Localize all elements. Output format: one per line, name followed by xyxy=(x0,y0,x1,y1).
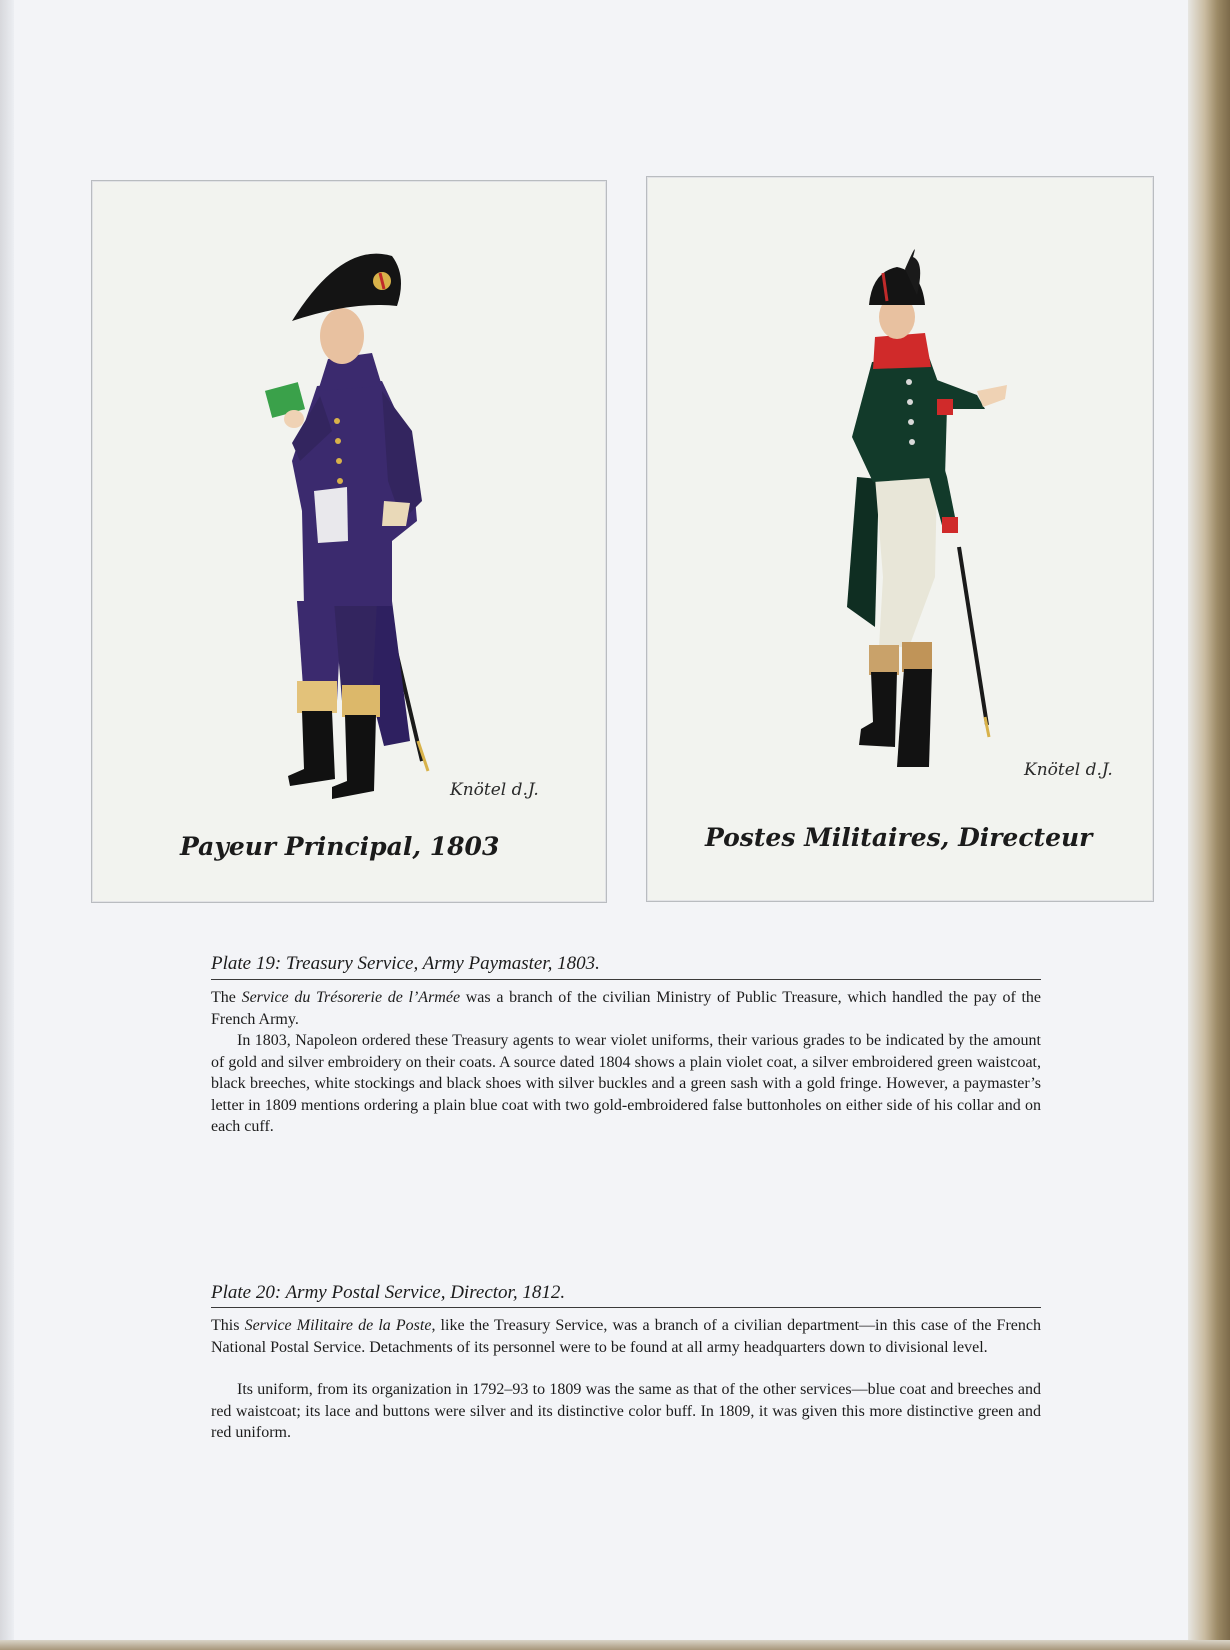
plate-20-paragraph-1: This Service Militaire de la Poste, like the Treasury Service, was a branch of a civilian department—in this case of the French National Postal Service. Detachments of its personnel were to be found at all army headquarters down to divisional level. xyxy=(211,1317,1041,1356)
plate-20-signature: Knötel d.J. xyxy=(1024,760,1113,780)
page-left-edge xyxy=(0,0,14,1650)
plate-20-caption-title: Plate 20: Army Postal Service, Director, 1812. xyxy=(211,1282,566,1303)
postal-director-figure xyxy=(647,177,1153,901)
italic-term: Service Militaire de la Poste xyxy=(244,1317,432,1334)
plate-20-inscription: Postes Militaires, Directeur xyxy=(705,823,1093,852)
book-binding-edge xyxy=(1188,0,1230,1650)
plate-20-caption-rule xyxy=(211,1307,1041,1308)
plate-19-illustration xyxy=(91,180,607,903)
plate-20-paragraph-2: Its uniform, from its organization in 1792–93 to 1809 was the same as that of the other services—blue coat and breeches and red waistcoat; its lace and buttons were silver and its distinctive color buff. In 1809, it was given this more distinctive green and red uniform. xyxy=(211,1381,1041,1441)
plate-19-caption-rule xyxy=(211,979,1041,980)
plate-19-inscription: Payeur Principal, 1803 xyxy=(180,832,500,861)
plate-19-caption-title: Plate 19: Treasury Service, Army Paymaster, 1803. xyxy=(211,953,600,974)
plate-19-paragraph-1: The Service du Trésorerie de l’Armée was a branch of the civilian Ministry of Public Treasure, which handled the pay of the French Army. xyxy=(211,989,1042,1028)
plate-20-illustration xyxy=(646,176,1154,902)
italic-term: Service du Trésorerie de l’Armée xyxy=(241,989,461,1006)
page-bottom-edge xyxy=(0,1640,1230,1650)
plate-19-paragraph-2: In 1803, Napoleon ordered these Treasury agents to wear violet uniforms, their various grades to be indicated by the amount of gold and silver embroidery on their coats. A source dated 1804 shows a plain violet coat, a silver embroidered green waistcoat, black breeches, white stockings and black shoes with silver buckles and a green sash with a gold fringe. However, a paymaster’s letter in 1809 mentions ordering a plain blue coat with two gold-embroidered false buttonholes on either side of his collar and on each cuff. xyxy=(211,1032,1041,1135)
plate-19-signature: Knötel d.J. xyxy=(450,780,539,800)
